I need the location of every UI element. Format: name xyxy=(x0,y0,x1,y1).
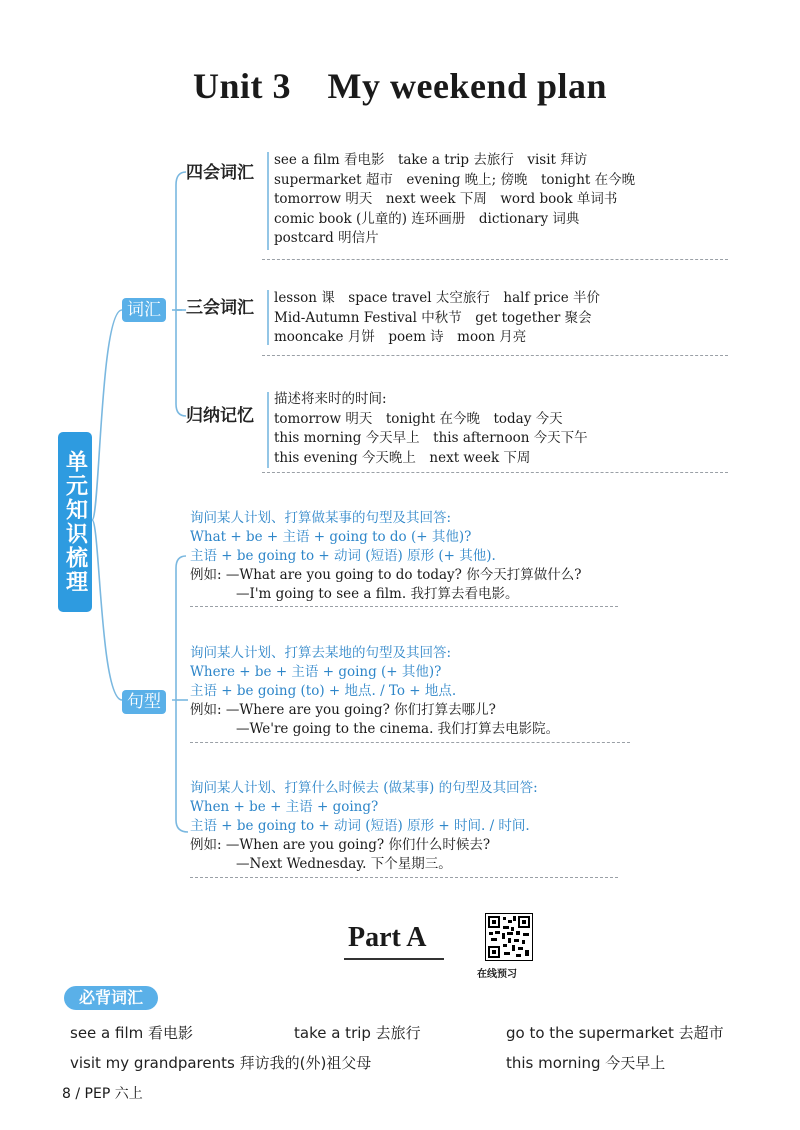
example-question: 例如: —When are you going? 你们什么时候去? xyxy=(190,837,491,853)
group-heading: 询问某人计划、打算什么时候去 (做某事) 的句型及其回答: xyxy=(190,780,538,796)
sentence-group-plan-where xyxy=(190,644,559,739)
four-skill-vocab-label: 四会词汇 xyxy=(186,163,254,183)
vocab-line: mooncake 月饼 poem 诗 moon 月亮 xyxy=(274,329,527,345)
answer-pattern: 主语 + be going to + 动词 (短语) 原形 (+ 其他). xyxy=(190,548,496,564)
example-answer: —We're going to the cinema. 我们打算去电影院。 xyxy=(236,721,560,737)
divider xyxy=(190,606,618,607)
example-question: 例如: —What are you going to do today? 你今天打算做什么? xyxy=(190,567,582,583)
sentence-branch-label: 句型 xyxy=(122,690,166,714)
qr-caption: 在线预习 xyxy=(477,969,517,980)
question-pattern: When + be + 主语 + going? xyxy=(190,799,379,815)
three-skill-vocab-list xyxy=(274,289,600,348)
page-title: Unit 3 My weekend plan xyxy=(192,66,608,106)
summary-line: this morning 今天早上 this afternoon 今天下午 xyxy=(274,430,588,446)
sentence-group-plan-when xyxy=(190,779,538,874)
vocab-branch-label: 词汇 xyxy=(122,298,166,322)
summary-line: this evening 今天晚上 next week 下周 xyxy=(274,449,531,466)
vocab-line: comic book (儿童的) 连环画册 dictionary 词典 xyxy=(274,210,580,227)
vocab-line: lesson 课 space travel 太空旅行 half price 半价 xyxy=(274,290,600,306)
unit-knowledge-root: 单元知识梳理 xyxy=(58,432,92,612)
vocab-item: take a trip 去旅行 xyxy=(294,1024,421,1042)
vocab-line: postcard 明信片 xyxy=(274,230,379,246)
vocab-item: visit my grandparents 拜访我的(外)祖父母 xyxy=(70,1054,372,1072)
vocab-item: go to the supermarket 去超市 xyxy=(506,1024,724,1042)
divider xyxy=(262,259,728,260)
qr-pattern xyxy=(486,914,532,960)
three-skill-vocab-label: 三会词汇 xyxy=(186,298,254,318)
part-a-heading: Part A xyxy=(348,922,427,953)
vocab-line: see a film 看电影 take a trip 去旅行 visit 拜访 xyxy=(274,152,588,168)
divider xyxy=(262,472,728,473)
part-a-underline xyxy=(344,958,444,960)
example-answer: —Next Wednesday. 下个星期三。 xyxy=(236,856,452,872)
answer-pattern: 主语 + be going (to) + 地点. / To + 地点. xyxy=(190,683,457,699)
summary-line: 描述将来时的时间: xyxy=(274,391,387,407)
page-footer: 8 / PEP 六上 xyxy=(62,1086,143,1102)
divider xyxy=(190,742,630,743)
group-heading: 询问某人计划、打算做某事的句型及其回答: xyxy=(190,510,452,526)
four-skill-vocab-list xyxy=(274,151,635,249)
vocab-line: Mid-Autumn Festival 中秋节 get together 聚会 xyxy=(274,309,592,326)
summary-memory-label: 归纳记忆 xyxy=(186,406,254,426)
summary-line: tomorrow 明天 tonight 在今晚 today 今天 xyxy=(274,410,563,427)
example-answer: —I'm going to see a film. 我打算去看电影。 xyxy=(236,586,519,602)
vocab-line: tomorrow 明天 next week 下周 word book 单词书 xyxy=(274,191,618,207)
divider xyxy=(262,355,728,356)
sentence-group-plan-do xyxy=(190,509,581,604)
question-pattern: What + be + 主语 + going to do (+ 其他)? xyxy=(190,529,472,545)
divider xyxy=(190,877,618,878)
qr-code-icon[interactable] xyxy=(486,914,532,960)
group-heading: 询问某人计划、打算去某地的句型及其回答: xyxy=(190,645,452,661)
example-question: 例如: —Where are you going? 你们打算去哪儿? xyxy=(190,702,496,718)
vocab-line: supermarket 超市 evening 晚上; 傍晚 tonight 在今晚 xyxy=(274,171,636,188)
answer-pattern: 主语 + be going to + 动词 (短语) 原形 + 时间. / 时间. xyxy=(190,818,530,834)
vocab-item: this morning 今天早上 xyxy=(506,1054,666,1072)
must-recite-vocab-badge: 必背词汇 xyxy=(64,986,158,1010)
summary-time-list xyxy=(274,390,588,468)
question-pattern: Where + be + 主语 + going (+ 其他)? xyxy=(190,664,442,680)
vocab-item: see a film 看电影 xyxy=(70,1024,193,1042)
